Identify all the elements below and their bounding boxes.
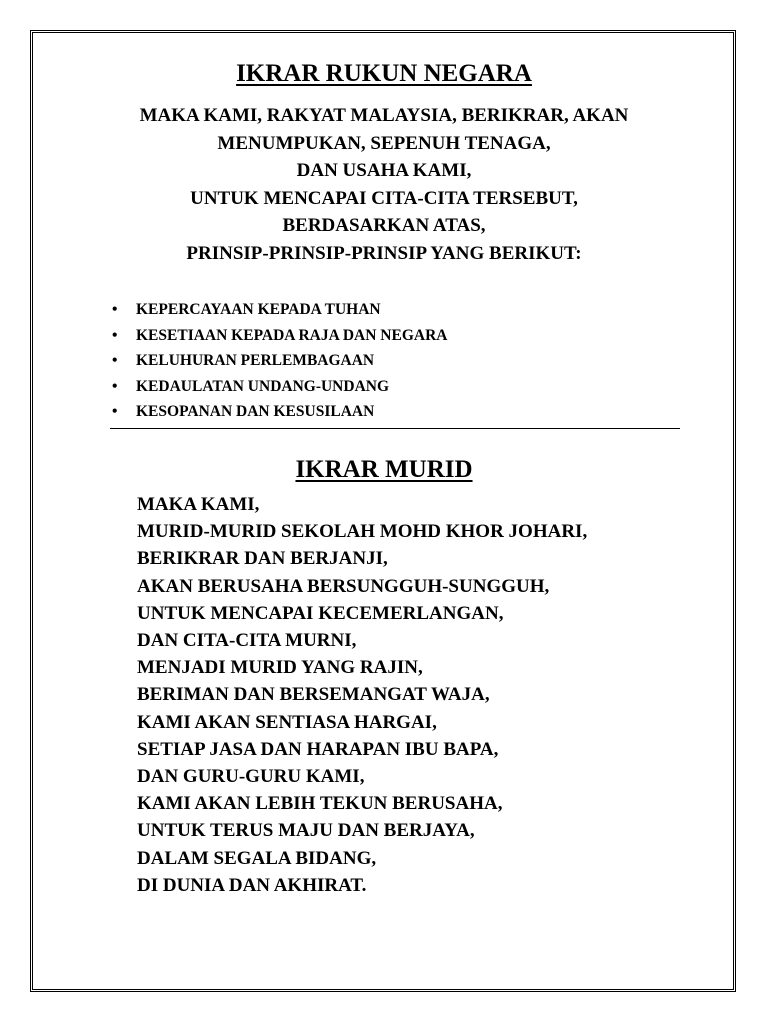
pledge-line: SETIAP JASA DAN HARAPAN IBU BAPA, (137, 738, 499, 760)
rukun-negara-title (0, 60, 768, 88)
pledge-line: KAMI AKAN SENTIASA HARGAI, (137, 711, 437, 733)
bullet-icon: • (112, 301, 118, 318)
list-item (110, 297, 690, 323)
pledge-line: PRINSIP-PRINSIP-PRINSIP YANG BERIKUT: (186, 242, 582, 264)
pledge-line: UNTUK MENCAPAI KECEMERLANGAN, (137, 602, 504, 624)
principles-list (110, 297, 690, 425)
bullet-icon: • (112, 377, 118, 395)
pledge-line: DALAM SEGALA BIDANG, (137, 847, 377, 869)
pledge-line: UNTUK TERUS MAJU DAN BERJAYA, (137, 820, 475, 842)
list-item (110, 374, 690, 400)
pledge-line: MENUMPUKAN, SEPENUH TENAGA, (217, 132, 551, 154)
principle-text: KESETIAAN KEPADA RAJA DAN NEGARA (136, 326, 448, 344)
pledge-line: DAN CITA-CITA MURNI, (137, 630, 357, 652)
pledge-line: UNTUK MENCAPAI CITA-CITA TERSEBUT, (190, 187, 578, 209)
principle-text: KEPERCAYAAN KEPADA TUHAN (136, 301, 381, 318)
list-item (110, 348, 690, 374)
pledge-line: MENJADI MURID YANG RAJIN, (137, 657, 423, 679)
pledge-line: DAN GURU-GURU KAMI, (137, 766, 365, 788)
section-divider (110, 428, 680, 429)
bullet-icon: • (112, 352, 118, 369)
principle-text: KESOPANAN DAN KESUSILAAN (136, 403, 375, 420)
list-item (110, 399, 690, 425)
ikrar-murid-title (0, 456, 768, 484)
ikrar-murid-title-text: IKRAR MURID (295, 456, 473, 483)
bullet-icon: • (112, 326, 118, 344)
bullet-icon: • (112, 403, 118, 420)
pledge-line: BERIKRAR DAN BERJANJI, (137, 548, 388, 570)
pledge-line: BERDASARKAN ATAS, (282, 215, 486, 236)
ikrar-murid-pledge (137, 491, 717, 899)
principle-text: KEDAULATAN UNDANG-UNDANG (136, 377, 390, 395)
pledge-line: MAKA KAMI, RAKYAT MALAYSIA, BERIKRAR, AKAN (139, 105, 629, 126)
pledge-line: DI DUNIA DAN AKHIRAT. (137, 874, 367, 896)
pledge-line: BERIMAN DAN BERSEMANGAT WAJA, (137, 684, 490, 706)
principle-text: KELUHURAN PERLEMBAGAAN (136, 352, 375, 369)
rukun-negara-title-text: IKRAR RUKUN NEGARA (236, 60, 532, 87)
pledge-line: MAKA KAMI, (137, 494, 260, 515)
pledge-line: KAMI AKAN LEBIH TEKUN BERUSAHA, (137, 793, 503, 815)
list-item (110, 323, 690, 349)
pledge-line: DAN USAHA KAMI, (296, 160, 472, 181)
pledge-line: AKAN BERUSAHA BERSUNGGUH-SUNGGUH, (137, 575, 550, 597)
pledge-line: MURID-MURID SEKOLAH MOHD KHOR JOHARI, (137, 521, 588, 543)
rukun-negara-pledge (40, 102, 728, 267)
